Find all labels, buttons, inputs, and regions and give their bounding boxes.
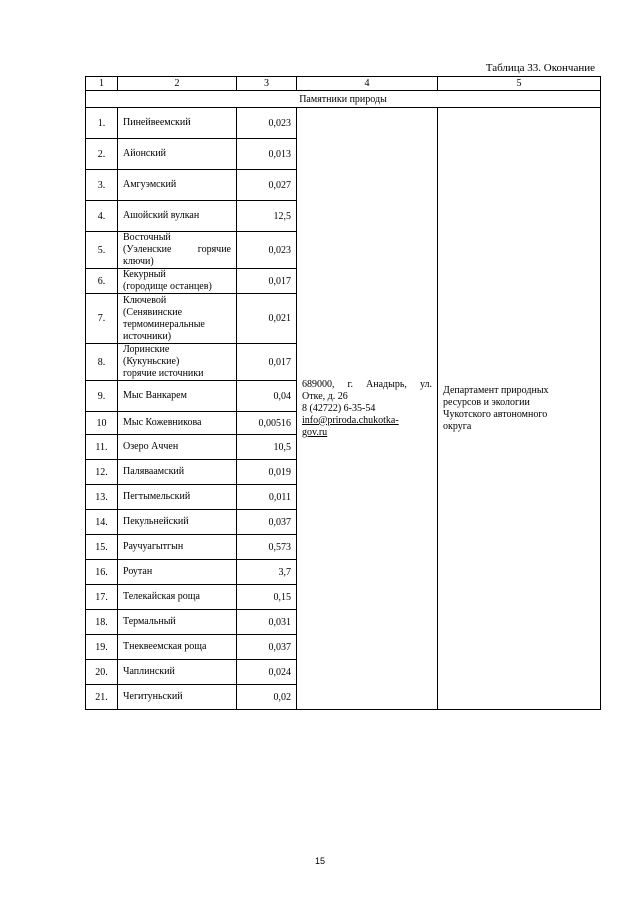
row-number: 19. bbox=[86, 635, 118, 660]
object-name-line: Мыс Ванкарем bbox=[123, 390, 187, 401]
area-value: 0,02 bbox=[237, 685, 297, 710]
object-name-line: Раучуагытгын bbox=[123, 541, 184, 552]
row-number: 12. bbox=[86, 460, 118, 485]
object-name-line: ключи) bbox=[123, 256, 154, 267]
org-line-3: Чукотского автономного bbox=[443, 408, 548, 420]
row-number: 17. bbox=[86, 585, 118, 610]
area-value: 12,5 bbox=[237, 201, 297, 232]
page-number: 15 bbox=[314, 856, 325, 866]
object-name-line: источники) bbox=[123, 330, 172, 342]
org-line-2: ресурсов и экологии bbox=[443, 396, 530, 408]
object-name bbox=[118, 610, 237, 635]
header-row bbox=[86, 77, 601, 91]
area-value: 0,021 bbox=[237, 294, 297, 344]
protected-areas-table bbox=[85, 76, 601, 710]
area-value: 0,013 bbox=[237, 139, 297, 170]
object-name bbox=[118, 635, 237, 660]
area-value: 0,017 bbox=[237, 344, 297, 381]
object-name bbox=[118, 108, 237, 139]
contact-cell bbox=[297, 108, 438, 710]
object-name-line: Айонский bbox=[123, 148, 166, 159]
area-value: 0,573 bbox=[237, 535, 297, 560]
address-line-1: 689000, г. Анадырь, ул. bbox=[302, 378, 432, 390]
row-number: 16. bbox=[86, 560, 118, 585]
row-number: 11. bbox=[86, 435, 118, 460]
area-value: 0,04 bbox=[237, 381, 297, 412]
row-number: 15. bbox=[86, 535, 118, 560]
object-name bbox=[118, 485, 237, 510]
area-value: 0,031 bbox=[237, 610, 297, 635]
object-name bbox=[118, 381, 237, 412]
object-name bbox=[118, 660, 237, 685]
object-name bbox=[118, 269, 237, 294]
area-value: 10,5 bbox=[237, 435, 297, 460]
row-number: 1. bbox=[86, 108, 118, 139]
object-name bbox=[118, 294, 237, 344]
org-line-4: округа bbox=[443, 420, 472, 432]
object-name bbox=[118, 560, 237, 585]
row-number: 20. bbox=[86, 660, 118, 685]
table-row bbox=[86, 108, 601, 139]
row-number: 10 bbox=[86, 412, 118, 435]
area-value: 0,027 bbox=[237, 170, 297, 201]
object-name-line: Роутан bbox=[123, 566, 153, 577]
email-link-cont[interactable]: gov.ru bbox=[302, 426, 328, 438]
row-number: 3. bbox=[86, 170, 118, 201]
object-name-line: Мыс Кожевникова bbox=[123, 417, 202, 428]
area-value: 0,023 bbox=[237, 108, 297, 139]
header-col-4: 4 bbox=[297, 77, 438, 91]
object-name-line: Озеро Аччен bbox=[123, 441, 179, 452]
row-number: 18. bbox=[86, 610, 118, 635]
row-number: 13. bbox=[86, 485, 118, 510]
row-number: 8. bbox=[86, 344, 118, 381]
area-value: 0,037 bbox=[237, 510, 297, 535]
section-title: Памятники природы bbox=[86, 91, 601, 108]
object-name-line: (городище останцев) bbox=[123, 281, 212, 292]
object-name-line: Ключевой bbox=[123, 294, 167, 306]
object-name bbox=[118, 585, 237, 610]
object-name bbox=[118, 412, 237, 435]
object-name-line: (Кукуньские) bbox=[123, 356, 180, 367]
row-number: 6. bbox=[86, 269, 118, 294]
object-name bbox=[118, 344, 237, 381]
object-name-line: Кекурный bbox=[123, 269, 166, 280]
object-name-line: (Уэленские горячие bbox=[123, 244, 231, 255]
object-name-line: Лоринские bbox=[123, 344, 170, 355]
area-value: 0,017 bbox=[237, 269, 297, 294]
row-number: 2. bbox=[86, 139, 118, 170]
org-line-1: Департамент природных bbox=[443, 384, 549, 396]
object-name-line: Пекульнейский bbox=[123, 516, 189, 527]
object-name-line: Чегитуньский bbox=[123, 691, 183, 702]
object-name bbox=[118, 435, 237, 460]
object-name-line: Восточный bbox=[123, 232, 171, 243]
object-name-line: Амгуэмский bbox=[123, 179, 177, 190]
object-name-line: Пегтымельский bbox=[123, 491, 191, 502]
object-name bbox=[118, 535, 237, 560]
header-col-2: 2 bbox=[118, 77, 237, 91]
row-number: 14. bbox=[86, 510, 118, 535]
row-number: 9. bbox=[86, 381, 118, 412]
object-name-line: Термальный bbox=[123, 616, 176, 627]
area-value: 0,024 bbox=[237, 660, 297, 685]
phone: 8 (42722) 6-35-54 bbox=[302, 402, 376, 414]
object-name bbox=[118, 510, 237, 535]
section-row bbox=[86, 91, 601, 108]
area-value: 0,019 bbox=[237, 460, 297, 485]
email-link[interactable]: info@priroda.chukotka- bbox=[302, 414, 399, 426]
object-name bbox=[118, 232, 237, 269]
address-line-2: Отке, д. 26 bbox=[302, 390, 348, 402]
row-number: 7. bbox=[86, 294, 118, 344]
row-number: 5. bbox=[86, 232, 118, 269]
object-name-line: термоминеральные bbox=[123, 318, 205, 330]
header-col-5: 5 bbox=[438, 77, 601, 91]
row-number: 21. bbox=[86, 685, 118, 710]
object-name-line: Паляваамский bbox=[123, 466, 185, 477]
area-value: 0,011 bbox=[237, 485, 297, 510]
object-name-line: Телекайская роща bbox=[123, 591, 200, 602]
table-caption: Таблица 33. Окончание bbox=[485, 62, 595, 74]
object-name-line: Чаплинский bbox=[123, 666, 175, 677]
object-name-line: Ашойский вулкан bbox=[123, 210, 200, 221]
area-value: 0,15 bbox=[237, 585, 297, 610]
object-name-line: Пинейвеемский bbox=[123, 117, 191, 128]
object-name bbox=[118, 170, 237, 201]
header-col-3: 3 bbox=[237, 77, 297, 91]
row-number: 4. bbox=[86, 201, 118, 232]
object-name bbox=[118, 201, 237, 232]
area-value: 0,037 bbox=[237, 635, 297, 660]
object-name-line: (Сенявинские bbox=[123, 306, 183, 318]
area-value: 3,7 bbox=[237, 560, 297, 585]
organization-cell bbox=[438, 108, 601, 710]
header-col-1: 1 bbox=[86, 77, 118, 91]
area-value: 0,00516 bbox=[237, 412, 297, 435]
object-name-line: горячие источники bbox=[123, 368, 204, 379]
object-name-line: Тнеквеемская роща bbox=[123, 641, 207, 652]
area-value: 0,023 bbox=[237, 232, 297, 269]
object-name bbox=[118, 460, 237, 485]
object-name bbox=[118, 685, 237, 710]
object-name bbox=[118, 139, 237, 170]
